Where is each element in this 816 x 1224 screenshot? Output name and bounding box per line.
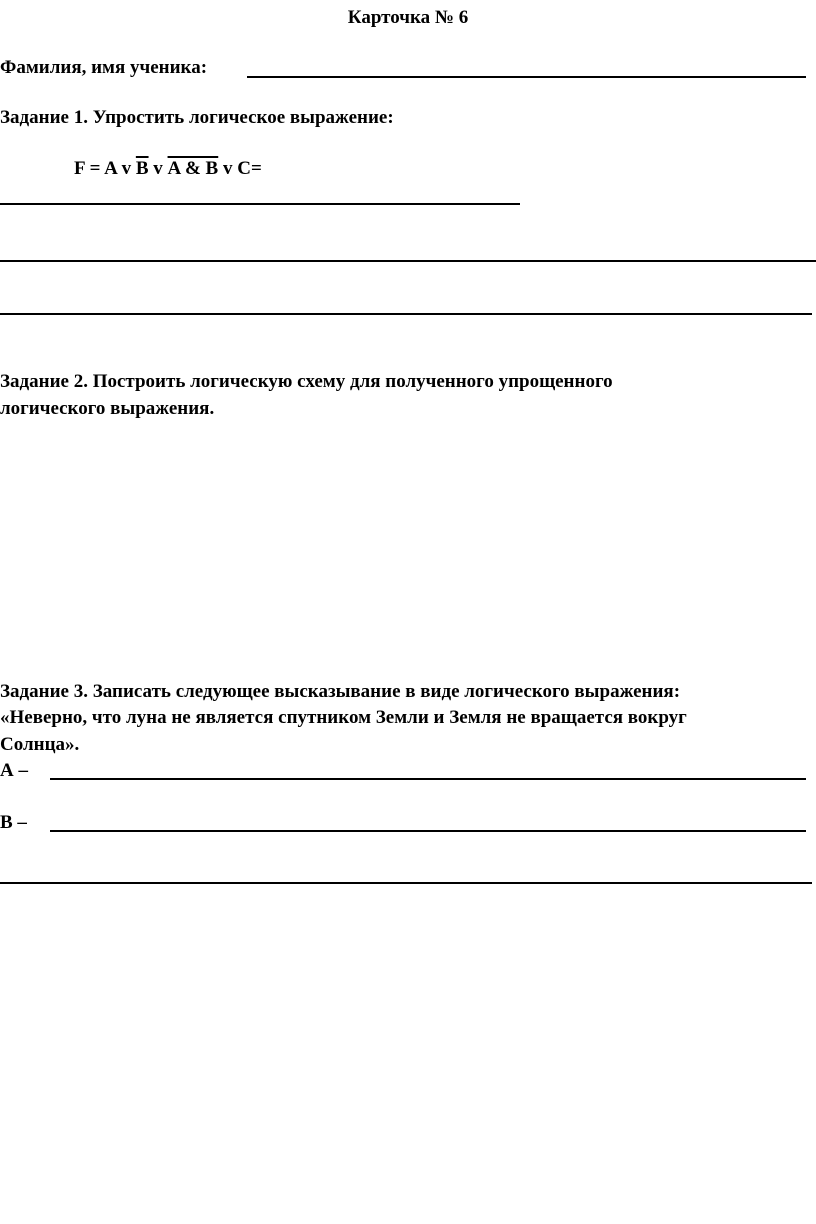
task2-line2: логического выражения. [0,398,215,419]
student-name-line[interactable] [247,76,806,78]
answer-line-1[interactable] [0,203,520,205]
task2-line1: Задание 2. Построить логическую схему для полученного упрощенного [0,371,613,392]
formula-lhs: F = A [74,158,122,179]
task3-line2: «Неверно, что луна не является спутником Земли и Земля не вращается вокруг [0,707,687,728]
formula-tail: v C= [218,158,262,179]
page-title: Карточка № 6 [347,7,469,28]
task3-line3: Солнца». [0,734,80,755]
task1-formula [74,158,262,180]
formula-or2: v [148,158,168,179]
variable-b-line[interactable] [50,830,806,832]
formula-or1: v [121,158,136,179]
answer-line-3[interactable] [0,313,812,315]
answer-line-4[interactable] [0,882,812,884]
task3-line1: Задание 3. Записать следующее высказывание в виде логического выражения: [0,681,681,702]
answer-line-2[interactable] [0,260,816,262]
variable-a-line[interactable] [50,778,806,780]
task1-heading: Задание 1. Упростить логическое выражение: [0,107,394,128]
variable-b-label: В – [0,812,27,833]
variable-a-label: А – [0,760,28,781]
formula-b-negated: $\overline{B}$ [135,158,149,179]
student-name-label: Фамилия, имя ученика: [0,57,208,78]
formula-a-and-b-negated: A & B [167,158,219,179]
